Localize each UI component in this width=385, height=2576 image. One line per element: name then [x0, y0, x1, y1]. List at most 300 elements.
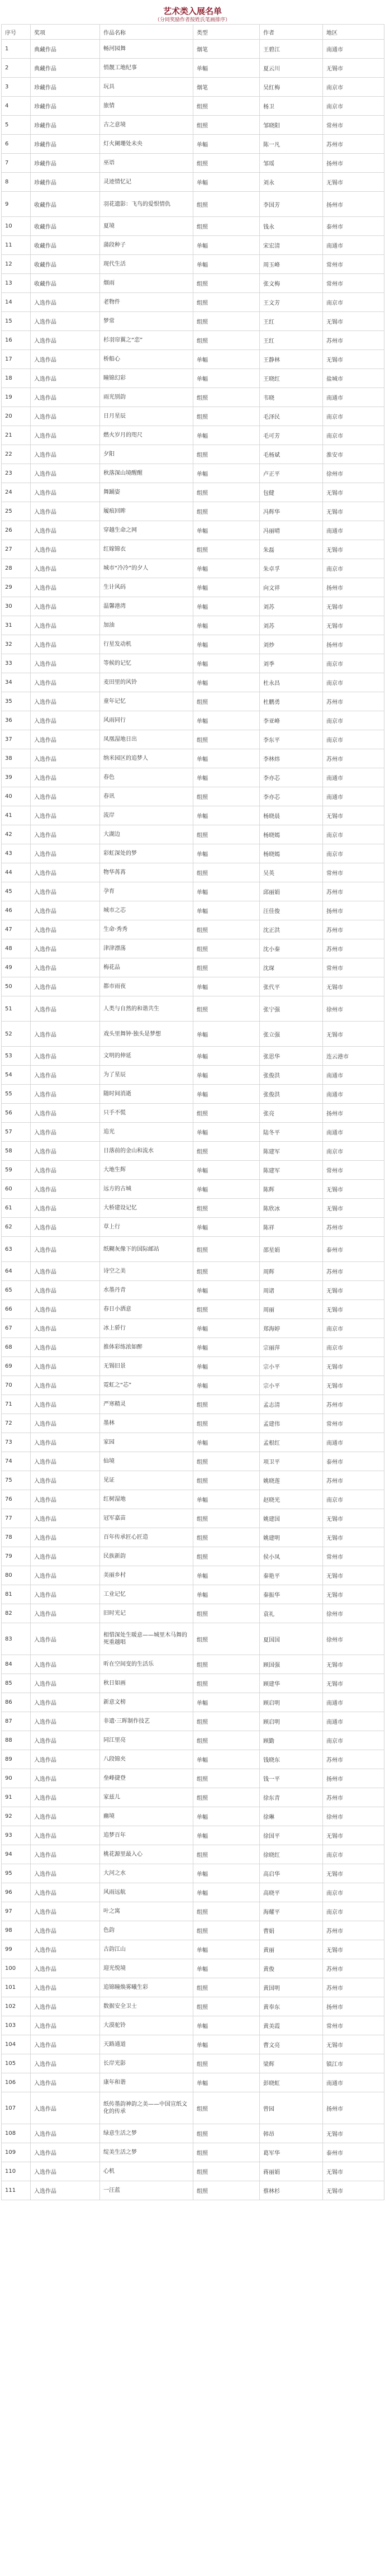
- table-row: [2, 1237, 384, 1262]
- col-title-cell: 风雨同行: [100, 711, 193, 730]
- col-award-cell: 入选作品: [31, 1585, 100, 1604]
- table-row: [2, 2054, 384, 2073]
- table-row: [2, 578, 384, 597]
- col-region-cell: 南京市: [323, 711, 384, 730]
- col-index-cell: 84: [2, 1655, 31, 1674]
- col-author-cell: 卢正平: [260, 464, 323, 483]
- col-index-cell: 45: [2, 882, 31, 901]
- col-type-cell: 组照: [193, 958, 260, 977]
- col-type-cell: 单幅: [193, 768, 260, 787]
- col-region-cell: 苏州市: [323, 331, 384, 350]
- table-row: [2, 1731, 384, 1750]
- col-author-cell: 梁辉: [260, 2054, 323, 2073]
- col-author-cell: 韩昂: [260, 2124, 323, 2143]
- table-row: [2, 901, 384, 920]
- col-region-cell: 南京市: [323, 1319, 384, 1338]
- col-type-cell: 单幅: [193, 1750, 260, 1769]
- col-region-header: 地区: [323, 25, 384, 40]
- col-type-cell: 单幅: [193, 901, 260, 920]
- col-award-cell: 入选作品: [31, 901, 100, 920]
- col-index-cell: 60: [2, 1180, 31, 1199]
- col-author-cell: 钱晓东: [260, 1750, 323, 1769]
- col-award-cell: 入选作品: [31, 464, 100, 483]
- col-type-cell: 组照: [193, 1845, 260, 1864]
- col-index-cell: 37: [2, 730, 31, 749]
- col-title-cell: 天路通道: [100, 2035, 193, 2054]
- col-author-cell: 李亦芯: [260, 768, 323, 787]
- col-award-cell: 入选作品: [31, 616, 100, 635]
- col-type-cell: 单幅: [193, 1085, 260, 1104]
- col-region-cell: 南京市: [323, 825, 384, 844]
- col-title-cell: 梅花品: [100, 958, 193, 977]
- col-award-cell: 珍藏作品: [31, 135, 100, 154]
- col-award-cell: 入选作品: [31, 331, 100, 350]
- col-title-cell: 大桥建设记忆: [100, 1199, 193, 1218]
- table-row: [2, 939, 384, 958]
- table-row: [2, 1199, 384, 1218]
- col-type-cell: 组照: [193, 1623, 260, 1655]
- col-index-cell: 107: [2, 2092, 31, 2124]
- col-author-cell: 蔡林杉: [260, 2181, 323, 2200]
- col-index-cell: 89: [2, 1750, 31, 1769]
- col-author-cell: 姚晓莲: [260, 1471, 323, 1490]
- col-award-cell: 收藏作品: [31, 274, 100, 293]
- table-row: [2, 635, 384, 654]
- col-award-cell: 入选作品: [31, 1161, 100, 1180]
- col-author-cell: 钱永: [260, 217, 323, 236]
- col-author-cell: 张代平: [260, 977, 323, 996]
- col-award-cell: 入选作品: [31, 654, 100, 673]
- table-row: [2, 711, 384, 730]
- table-row: [2, 768, 384, 787]
- col-region-cell: 无锡市: [323, 616, 384, 635]
- col-award-cell: 入选作品: [31, 825, 100, 844]
- col-type-cell: 单幅: [193, 1883, 260, 1902]
- col-type-cell: 单幅: [193, 844, 260, 863]
- col-type-cell: 单幅: [193, 1180, 260, 1199]
- col-title-cell: 凤凰湿地日出: [100, 730, 193, 749]
- col-award-cell: 入选作品: [31, 1262, 100, 1281]
- col-title-cell: 一汪蓝: [100, 2181, 193, 2200]
- col-award-cell: 入选作品: [31, 1509, 100, 1528]
- col-title-cell: 心机: [100, 2162, 193, 2181]
- col-index-cell: 50: [2, 977, 31, 996]
- col-award-cell: 珍藏作品: [31, 97, 100, 116]
- col-title-cell: 都市雨夜: [100, 977, 193, 996]
- col-title-cell: 履痕回眸: [100, 502, 193, 521]
- col-author-cell: 顾勤: [260, 1731, 323, 1750]
- col-region-cell: 南京市: [323, 97, 384, 116]
- col-award-cell: 入选作品: [31, 730, 100, 749]
- col-title-cell: 秋落深山境醒醒: [100, 464, 193, 483]
- col-author-cell: 王红: [260, 331, 323, 350]
- table-row: [2, 483, 384, 502]
- col-region-cell: 无锡市: [323, 1940, 384, 1959]
- col-type-cell: 单幅: [193, 977, 260, 996]
- col-index-cell: 2: [2, 59, 31, 78]
- col-award-cell: 入选作品: [31, 1281, 100, 1300]
- col-index-cell: 55: [2, 1085, 31, 1104]
- col-index-cell: 68: [2, 1338, 31, 1357]
- table-row: [2, 502, 384, 521]
- col-region-cell: 南通市: [323, 236, 384, 255]
- col-type-cell: 单幅: [193, 1022, 260, 1047]
- col-award-cell: 入选作品: [31, 787, 100, 806]
- col-title-cell: 家兹儿: [100, 1788, 193, 1807]
- col-award-cell: 入选作品: [31, 1180, 100, 1199]
- col-title-cell: 美丽乡村: [100, 1566, 193, 1585]
- col-author-cell: 吴英: [260, 863, 323, 882]
- col-region-cell: 南京市: [323, 78, 384, 97]
- col-region-cell: 无锡市: [323, 173, 384, 192]
- col-index-cell: 95: [2, 1864, 31, 1883]
- col-index-cell: 1: [2, 40, 31, 59]
- col-region-cell: 南京市: [323, 1142, 384, 1161]
- col-region-cell: 苏州市: [323, 920, 384, 939]
- col-index-cell: 79: [2, 1547, 31, 1566]
- col-region-cell: 泰州市: [323, 2143, 384, 2162]
- col-award-cell: 入选作品: [31, 1712, 100, 1731]
- col-author-cell: 邹晓阳: [260, 116, 323, 135]
- col-author-cell: 邱丽娟: [260, 882, 323, 901]
- col-title-cell: 温馨港湾: [100, 597, 193, 616]
- col-award-cell: 入选作品: [31, 2054, 100, 2073]
- col-author-cell: 黄奉东: [260, 1997, 323, 2016]
- col-type-cell: 组照: [193, 116, 260, 135]
- col-award-cell: 入选作品: [31, 1731, 100, 1750]
- col-author-cell: 徐国平: [260, 1826, 323, 1845]
- col-title-cell: 夕阳: [100, 445, 193, 464]
- col-title-cell: 霓虹之“芯”: [100, 1376, 193, 1395]
- col-author-cell: 曹文亮: [260, 2035, 323, 2054]
- col-author-cell: 项卫平: [260, 1452, 323, 1471]
- col-title-cell: 生计风码: [100, 578, 193, 597]
- col-index-cell: 106: [2, 2073, 31, 2092]
- col-type-cell: 组照: [193, 217, 260, 236]
- col-author-cell: 顾启明: [260, 1712, 323, 1731]
- table-row: [2, 1471, 384, 1490]
- table-row: [2, 1674, 384, 1693]
- col-title-cell: 日落前的金山和流水: [100, 1142, 193, 1161]
- col-index-cell: 57: [2, 1123, 31, 1142]
- col-author-cell: 高晓平: [260, 1883, 323, 1902]
- col-title-cell: 八段锦夹: [100, 1750, 193, 1769]
- table-row: [2, 369, 384, 388]
- col-index-cell: 32: [2, 635, 31, 654]
- table-row: [2, 1845, 384, 1864]
- col-region-cell: 常州市: [323, 958, 384, 977]
- table-row: [2, 882, 384, 901]
- table-row: [2, 692, 384, 711]
- col-author-cell: 朱磊: [260, 540, 323, 559]
- col-title-cell: 悄靓工地纪事: [100, 59, 193, 78]
- col-type-cell: 组照: [193, 863, 260, 882]
- table-row: [2, 1547, 384, 1566]
- table-row: [2, 1262, 384, 1281]
- col-region-cell: 镇江市: [323, 2054, 384, 2073]
- col-award-cell: 入选作品: [31, 1066, 100, 1085]
- col-region-cell: 徐州市: [323, 464, 384, 483]
- col-award-cell: 入选作品: [31, 1338, 100, 1357]
- table-row: [2, 1452, 384, 1471]
- col-author-cell: 孟建伟: [260, 1414, 323, 1433]
- col-type-cell: 单幅: [193, 236, 260, 255]
- table-row: [2, 2162, 384, 2181]
- col-region-cell: 扬州市: [323, 2092, 384, 2124]
- col-author-cell: 张文梅: [260, 274, 323, 293]
- col-region-cell: 南通市: [323, 1123, 384, 1142]
- col-index-cell: 41: [2, 806, 31, 825]
- col-region-cell: 无锡市: [323, 540, 384, 559]
- col-award-cell: 入选作品: [31, 844, 100, 863]
- col-award-cell: 入选作品: [31, 1022, 100, 1047]
- col-title-cell: 大漠驼铃: [100, 2016, 193, 2035]
- col-author-cell: 吴红梅: [260, 78, 323, 97]
- col-title-cell: 戏头里舞钟·独头是梦想: [100, 1022, 193, 1047]
- table-row: [2, 863, 384, 882]
- col-author-cell: 周丽: [260, 1300, 323, 1319]
- col-region-cell: 扬州市: [323, 1104, 384, 1123]
- col-region-cell: 徐州市: [323, 1807, 384, 1826]
- col-type-cell: 组照: [193, 540, 260, 559]
- col-index-cell: 27: [2, 540, 31, 559]
- col-type-cell: 烟笔: [193, 78, 260, 97]
- col-author-cell: 徐琳: [260, 1807, 323, 1826]
- col-type-cell: 单幅: [193, 2073, 260, 2092]
- col-index-cell: 13: [2, 274, 31, 293]
- col-region-cell: 南通市: [323, 1085, 384, 1104]
- col-author-cell: 李亚峰: [260, 711, 323, 730]
- col-award-cell: 入选作品: [31, 1547, 100, 1566]
- col-title-cell: 流岸: [100, 806, 193, 825]
- col-index-cell: 94: [2, 1845, 31, 1864]
- col-type-cell: 单幅: [193, 559, 260, 578]
- col-type-cell: 组照: [193, 445, 260, 464]
- col-award-cell: 入选作品: [31, 1142, 100, 1161]
- table-row: [2, 977, 384, 996]
- col-type-cell: 组照: [193, 154, 260, 173]
- col-index-cell: 110: [2, 2162, 31, 2181]
- col-region-cell: 淮安市: [323, 445, 384, 464]
- col-type-cell: 单幅: [193, 1161, 260, 1180]
- table-row: [2, 559, 384, 578]
- col-type-cell: 组照: [193, 1604, 260, 1623]
- col-title-cell: 春日小洒意: [100, 1300, 193, 1319]
- col-author-cell: 宗小平: [260, 1357, 323, 1376]
- table-row: [2, 1604, 384, 1623]
- col-region-cell: 扬州市: [323, 1997, 384, 2016]
- table-row: [2, 1281, 384, 1300]
- col-award-cell: 入选作品: [31, 293, 100, 312]
- col-type-cell: 组照: [193, 1902, 260, 1921]
- col-index-cell: 77: [2, 1509, 31, 1528]
- col-type-cell: 单幅: [193, 1585, 260, 1604]
- col-award-cell: 珍藏作品: [31, 78, 100, 97]
- col-title-cell: 大湖边: [100, 825, 193, 844]
- page-title: 艺术类入展名单: [163, 6, 222, 16]
- col-region-cell: 苏州市: [323, 1921, 384, 1940]
- col-author-cell: 宗小平: [260, 1376, 323, 1395]
- col-title-cell: 家园: [100, 1433, 193, 1452]
- col-title-cell: 幽境: [100, 1807, 193, 1826]
- col-author-cell: 陈祥: [260, 1218, 323, 1237]
- table-row: [2, 1319, 384, 1338]
- table-row: [2, 806, 384, 825]
- col-type-cell: 组照: [193, 996, 260, 1022]
- col-author-cell: 李林炜: [260, 749, 323, 768]
- col-index-cell: 86: [2, 1693, 31, 1712]
- col-title-cell: 瞳锦幻彩: [100, 369, 193, 388]
- col-region-cell: 无锡市: [323, 1509, 384, 1528]
- col-index-cell: 40: [2, 787, 31, 806]
- col-author-header: 作者: [260, 25, 323, 40]
- col-author-cell: 孟根红: [260, 1433, 323, 1452]
- col-type-cell: 组照: [193, 1528, 260, 1547]
- table-row: [2, 464, 384, 483]
- col-author-cell: 宗丽萍: [260, 1338, 323, 1357]
- col-author-cell: 张俊洪: [260, 1085, 323, 1104]
- table-row: [2, 1826, 384, 1845]
- table-row: [2, 1750, 384, 1769]
- col-title-cell: 康年和谐: [100, 2073, 193, 2092]
- col-author-cell: 刘炒: [260, 635, 323, 654]
- col-title-cell: 严寒精灵: [100, 1395, 193, 1414]
- table-row: [2, 521, 384, 540]
- col-title-cell: 现代生活: [100, 255, 193, 274]
- col-title-cell: 生命·秀秀: [100, 920, 193, 939]
- col-title-header: 作品名称: [100, 25, 193, 40]
- col-type-cell: 单幅: [193, 1807, 260, 1826]
- table-row: [2, 1769, 384, 1788]
- col-award-cell: 入选作品: [31, 1604, 100, 1623]
- col-title-cell: 桥船心: [100, 350, 193, 369]
- col-author-cell: 毛可芳: [260, 426, 323, 445]
- col-title-cell: 燃火岁月的咫尺: [100, 426, 193, 445]
- col-region-cell: 常州市: [323, 116, 384, 135]
- table-row: [2, 1712, 384, 1731]
- col-index-cell: 9: [2, 192, 31, 217]
- col-title-cell: 童年记忆: [100, 692, 193, 711]
- col-index-cell: 44: [2, 863, 31, 882]
- col-award-cell: 入选作品: [31, 1655, 100, 1674]
- col-author-cell: 张思华: [260, 1047, 323, 1066]
- col-award-cell: 入选作品: [31, 426, 100, 445]
- col-author-cell: 曾园: [260, 2092, 323, 2124]
- col-author-cell: 陈建军: [260, 1142, 323, 1161]
- col-author-cell: 王碧江: [260, 40, 323, 59]
- col-award-cell: 入选作品: [31, 1471, 100, 1490]
- col-award-cell: 收藏作品: [31, 236, 100, 255]
- col-title-cell: 舞踊姿: [100, 483, 193, 502]
- table-row: [2, 540, 384, 559]
- col-author-cell: 黄丽: [260, 1940, 323, 1959]
- col-index-cell: 51: [2, 996, 31, 1022]
- table-body: [2, 40, 384, 2200]
- table-row: [2, 426, 384, 445]
- col-title-cell: 夏境: [100, 217, 193, 236]
- table-row: [2, 1940, 384, 1959]
- col-award-cell: 入选作品: [31, 768, 100, 787]
- col-region-cell: 南京市: [323, 730, 384, 749]
- table-row: [2, 920, 384, 939]
- col-title-cell: 烟雨: [100, 274, 193, 293]
- col-award-header: 奖项: [31, 25, 100, 40]
- col-type-cell: 单幅: [193, 1959, 260, 1978]
- col-index-cell: 31: [2, 616, 31, 635]
- table-row: [2, 2124, 384, 2143]
- table-row: [2, 1376, 384, 1395]
- col-region-cell: 苏州市: [323, 1471, 384, 1490]
- col-author-cell: 曹娟: [260, 1921, 323, 1940]
- col-region-cell: 南通市: [323, 787, 384, 806]
- table-row: [2, 1338, 384, 1357]
- col-award-cell: 典藏作品: [31, 40, 100, 59]
- col-type-cell: 单幅: [193, 597, 260, 616]
- table-row: [2, 331, 384, 350]
- col-type-cell: 单幅: [193, 59, 260, 78]
- col-type-cell: 组照: [193, 787, 260, 806]
- col-region-cell: 常州市: [323, 255, 384, 274]
- col-author-cell: 孟志清: [260, 1395, 323, 1414]
- col-title-cell: 红树湿地: [100, 1490, 193, 1509]
- col-type-cell: 组照: [193, 1547, 260, 1566]
- col-region-cell: 无锡市: [323, 483, 384, 502]
- table-row: [2, 192, 384, 217]
- col-index-cell: 81: [2, 1585, 31, 1604]
- col-author-cell: 刘苏: [260, 616, 323, 635]
- col-index-cell: 3: [2, 78, 31, 97]
- col-index-cell: 46: [2, 901, 31, 920]
- col-region-cell: 常州市: [323, 1547, 384, 1566]
- col-author-cell: 秦艳平: [260, 1566, 323, 1585]
- col-type-cell: 组照: [193, 1471, 260, 1490]
- col-region-cell: 无锡市: [323, 350, 384, 369]
- col-title-cell: 冰上骄行: [100, 1319, 193, 1338]
- col-title-cell: 叶之寓: [100, 1902, 193, 1921]
- col-index-cell: 78: [2, 1528, 31, 1547]
- table-row: [2, 616, 384, 635]
- col-index-cell: 80: [2, 1566, 31, 1585]
- col-title-cell: 草上行: [100, 1218, 193, 1237]
- col-title-cell: 老物件: [100, 293, 193, 312]
- col-award-cell: 入选作品: [31, 711, 100, 730]
- col-award-cell: 入选作品: [31, 1769, 100, 1788]
- col-index-cell: 96: [2, 1883, 31, 1902]
- col-index-cell: 33: [2, 654, 31, 673]
- col-type-cell: 组照: [193, 1978, 260, 1997]
- col-author-cell: 杨晓嫣: [260, 825, 323, 844]
- table-row: [2, 1357, 384, 1376]
- col-award-cell: 入选作品: [31, 1528, 100, 1547]
- col-type-cell: 组照: [193, 692, 260, 711]
- col-type-cell: 单幅: [193, 426, 260, 445]
- col-award-cell: 入选作品: [31, 1997, 100, 2016]
- col-type-cell: 组照: [193, 1452, 260, 1471]
- table-header-row: [2, 25, 384, 40]
- col-author-cell: 汪佳俊: [260, 901, 323, 920]
- col-author-cell: 郑海婷: [260, 1319, 323, 1338]
- col-title-cell: 纳米园区的追梦人: [100, 749, 193, 768]
- col-type-cell: 单幅: [193, 578, 260, 597]
- col-region-cell: 扬州市: [323, 1769, 384, 1788]
- table-row: [2, 2092, 384, 2124]
- col-region-cell: 苏州市: [323, 1978, 384, 1997]
- table-row: [2, 312, 384, 331]
- col-title-cell: 非遗·三晖制作技艺: [100, 1712, 193, 1731]
- col-author-cell: 顾启明: [260, 1693, 323, 1712]
- col-type-cell: 单幅: [193, 369, 260, 388]
- col-index-cell: 54: [2, 1066, 31, 1085]
